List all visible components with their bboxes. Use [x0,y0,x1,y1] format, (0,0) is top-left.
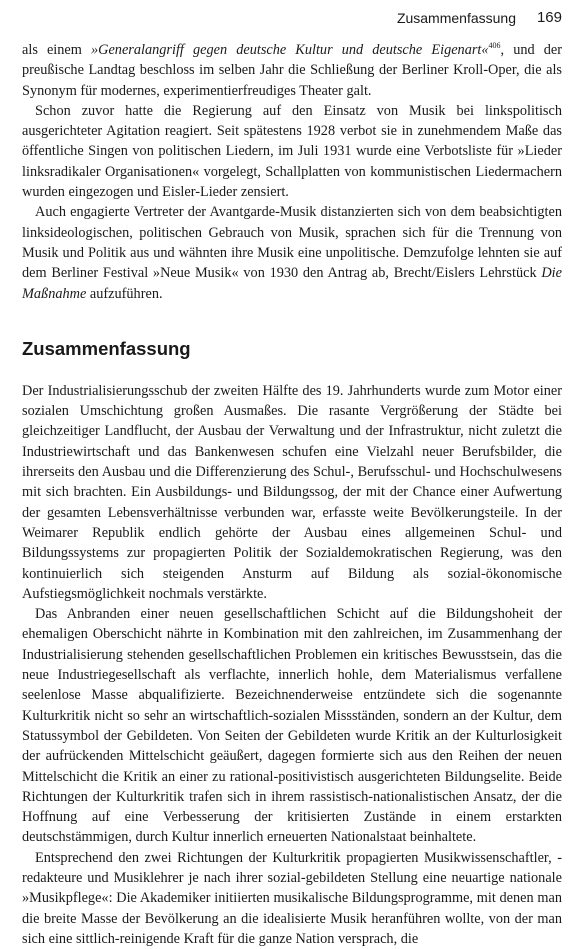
paragraph-intro-3 [22,202,562,303]
running-title: Zusammenfassung [396,10,516,26]
paragraph-intro-1 [22,40,562,101]
section-heading: Zusammenfassung [22,337,191,359]
running-header [0,8,584,32]
paragraph-section-3: Entsprechend den zwei Richtungen der Kulturkritik propagierten Musikwissenschaftler, -redakteure und Musiklehrer je nach ihrer sozial-gebildeten Stellung eine neuartige nationale »Musikpflege«: Die Akademiker initiierten musikalische Bildungsprogramme, mit denen man die breite Masse der Bevölkerung an die idealisierte Musik heranführen wollte, von der man sich eine sittlich-reinigende Kraft für die ganze Nation versprach, die [22,849,562,947]
intro-3-suffix: aufzuführen. [86,285,163,302]
paragraph-section-2: Das Anbranden einer neuen gesellschaftlichen Schicht auf die Bildungshoheit der ehemaligen Oberschicht nährte in Kombination mit den zahlreichen, im Zusammenhang der Industrialisierung stehenden gesellschaftlichen Problemen ein kritisches Bewusstsein, das die neue Industriegesellschaft als verflachte, innerlich hohle, dem Materialismus verfallene seelenlose Masse abqualifizierte. Bezeichnenderweise entzündete sich die sogenannte Kulturkritik nicht so sehr an wirtschaftlich-sozialen Missständen, sondern an der Kultur, dem Statussymbol der Gebildeten. Von Seiten der Gebildeten wurde Kritik an der Kulturlosigkeit der aufrückenden Mittelschicht geäußert, dagegen formierte sich aus den Reihen der neuen Mittelschicht die Kritik an einer zu rational-positivistisch ausgerichteten Bildungselite. Beide Richtungen der Kulturkritik trafen sich in ihrem rassistisch-nationalistischen Ansatz, der die Hoffnung auf eine Verbesserung der kritisierten Zustände in einem erstarkten deutschstämmigen, durch Kultur innerlich erneuerten Nationalstaat beinhaltete. [22,606,562,846]
intro-1-prefix: als einem [22,42,91,58]
page-number: 169 [536,9,562,26]
footnote-ref: 406 [488,41,501,51]
body-text [22,40,562,949]
paragraph-intro-2: Schon zuvor hatte die Regierung auf den Einsatz von Musik bei linkspolitisch ausgerichteter Agitation reagiert. Seit spätestens 1928 verbot sie in zunehmendem Maße das öffentliche Singen von politischen Liedern, im Juli 1931 wurde eine Verbotsliste für »Lieder linksradikaler Organisationen« vorgelegt, Schallplatten von kommunistischen Liedermachern wurden eingezogen und Eisler-Lieder zensiert. [22,102,562,201]
paragraph-section-1: Der Industrialisierungsschub der zweiten Hälfte des 19. Jahrhunderts wurde zum Motor einer sozialen Umschichtung großen Ausmaßes. Die rasante Vergrößerung der Städte bei gleichzeitiger Landflucht, der Ausbau der Verwaltung und der Infrastruktur, nicht zuletzt die Industriewirtschaft und das Bankenwesen schufen eine Vielzahl neuer Berufsbilder, die ihrerseits den Ausbau und die Differenzierung des Schul-, Berufsschul- und Hochschulwesens mit sich brachten. Ein Ausbildungs- und Bildungssog, der mit der Chance einer Aufwertung der gesamten Lebensverhältnisse verbunden war, erfasste weite Bevölkerungsteile. In der Weimarer Republik endlich gehörte der Ausbau eines allgemeinen Schul- und Bildungssystems zur propagierten Politik der Sozialdemokratischen Regierung, was den kontinuierlich sich steigenden Ansturm auf Bildung als sozial-ökonomische Aufstiegsmöglichkeit nochmals verstärkte. [22,382,562,602]
intro-3-prefix: Auch engagierte Vertreter der Avantgarde-Musik distanzierten sich von dem beabsichtigten linksideologischen, politischen Gebrauch von Musik, sprachen sich für die Trennung von Musik und Politik aus und wähnten ihre Musik eine unpolitische. Demzufolge lehnten sie auf dem Berliner Festival »Neue Musik« von 1930 den Antrag ab, Brecht/Eislers Lehrstück [22,204,562,282]
work-title: Die Maßnahme [22,265,562,302]
intro-1-rest: , und der preußische Landtag beschloss im selben Jahr die Schließung der Berliner Kroll-Oper, die als Synonym für modernes, experimentierfreudiges Theater galt. [22,42,562,99]
quoted-phrase: »Generalangriff gegen deutsche Kultur und deutsche Eigenart« [90,42,489,58]
